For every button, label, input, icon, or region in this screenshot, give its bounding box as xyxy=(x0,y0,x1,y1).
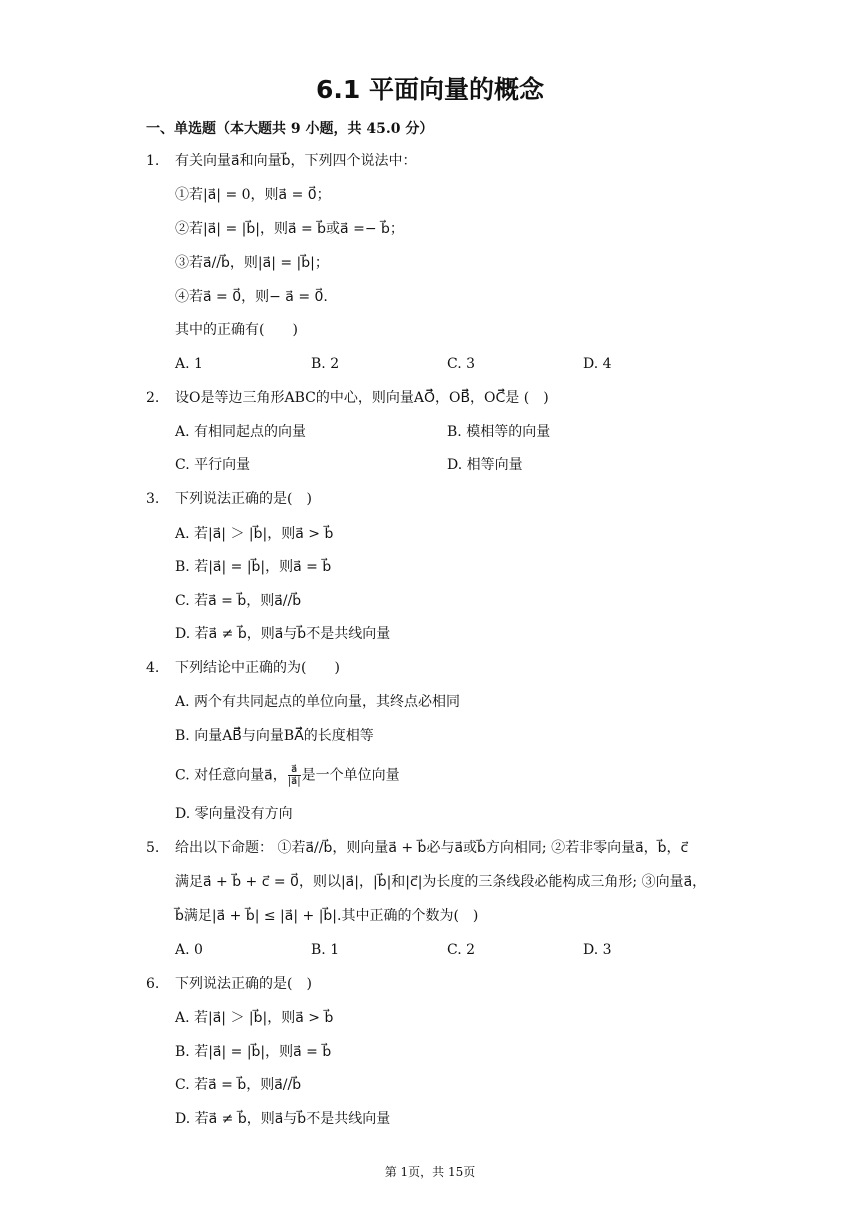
option-a: A. 若|a⃗| ＞ |b⃗|，则a⃗ > b⃗ xyxy=(175,1010,334,1026)
option-c-suffix: 是一个单位向量 xyxy=(301,767,400,784)
question-prompt: 其中的正确有( ) xyxy=(175,322,298,338)
option-d: D. 若a⃗ ≠ b⃗，则a⃗与b⃗不是共线向量 xyxy=(175,1111,391,1127)
question-number: 1. xyxy=(146,153,160,169)
question-text: 设O是等边三角形ABC的中心，则向量AO⃗⃗⃗⃗⃗，OB⃗⃗⃗⃗⃗，OC⃗⃗⃗⃗⃗是 ( ) xyxy=(175,390,549,406)
question-statement: ③若a⃗//b⃗，则|a⃗| = |b⃗|； xyxy=(175,255,329,271)
page-title: 6.1 平面向量的概念 xyxy=(316,75,544,104)
question-text: b⃗满足|a⃗ + b⃗| ≤ |a⃗| + |b⃗|.其中正确的个数为( ) xyxy=(175,908,479,924)
option-d: D. 零向量没有方向 xyxy=(175,806,293,822)
option-d: D. 4 xyxy=(583,356,612,372)
option-b: B. 1 xyxy=(311,942,340,958)
question-number: 3. xyxy=(146,491,160,507)
question-number: 6. xyxy=(146,976,160,992)
question-number: 4. xyxy=(146,660,160,676)
question-text: 下列结论中正确的为( ) xyxy=(175,660,340,676)
option-b: B. 2 xyxy=(311,356,340,372)
option-b: B. 模相等的向量 xyxy=(447,424,551,440)
option-b: B. 若|a⃗| = |b⃗|，则a⃗ = b⃗ xyxy=(175,1044,332,1060)
option-b: B. 若|a⃗| = |b⃗|，则a⃗ = b⃗ xyxy=(175,559,332,575)
question-text: 下列说法正确的是( ) xyxy=(175,976,312,992)
option-d: D. 3 xyxy=(583,942,612,958)
question-text: 满足a⃗ + b⃗ + c⃗ = 0⃗，则以|a⃗|，|b⃗|和|c⃗|为长度的三条线段必能构成三角形; ③向量a⃗， xyxy=(175,874,707,890)
option-b: B. 向量AB⃗⃗⃗⃗⃗与向量BA⃗⃗⃗⃗⃗的长度相等 xyxy=(175,728,374,744)
page-footer: 第 1页，共 15页 xyxy=(384,1165,476,1179)
question-statement: ①若|a⃗| = 0，则a⃗ = 0⃗； xyxy=(175,187,331,203)
question-statement: ④若a⃗ = 0⃗，则− a⃗ = 0⃗. xyxy=(175,289,328,305)
option-c-text: C. 对任意向量a⃗， xyxy=(175,767,287,784)
option-a: A. 1 xyxy=(175,356,203,372)
section-heading: 一、单选题（本大题共 9 小题，共 45.0 分） xyxy=(146,121,434,137)
option-c: C. 2 xyxy=(447,942,476,958)
question-text: 下列说法正确的是( ) xyxy=(175,491,312,507)
option-a: A. 若|a⃗| ＞ |b⃗|，则a⃗ > b⃗ xyxy=(175,526,334,542)
question-statement: ②若|a⃗| = |b⃗|，则a⃗ = b⃗或a⃗ =− b⃗； xyxy=(175,221,404,237)
option-a: A. 0 xyxy=(175,942,203,958)
option-c: C. 若a⃗ = b⃗，则a⃗//b⃗ xyxy=(175,593,302,609)
option-c xyxy=(175,764,400,787)
option-d: D. 相等向量 xyxy=(447,457,523,473)
question-text: 有关向量a⃗和向量b⃗，下列四个说法中： xyxy=(175,153,417,169)
question-text: 给出以下命题： ①若a⃗//b⃗，则向量a⃗ + b⃗必与a⃗或b⃗方向相同; ②若非零向量a⃗，b⃗，c⃗ xyxy=(175,840,689,856)
fraction-numerator: a⃗ xyxy=(288,764,301,776)
option-d: D. 若a⃗ ≠ b⃗，则a⃗与b⃗不是共线向量 xyxy=(175,626,391,642)
option-c: C. 3 xyxy=(447,356,476,372)
question-number: 2. xyxy=(146,390,160,406)
option-a: A. 有相同起点的向量 xyxy=(175,424,307,440)
fraction-denominator: |a⃗| xyxy=(287,776,301,787)
option-c: C. 若a⃗ = b⃗，则a⃗//b⃗ xyxy=(175,1077,302,1093)
option-c: C. 平行向量 xyxy=(175,457,251,473)
option-a: A. 两个有共同起点的单位向量，其终点必相同 xyxy=(175,694,461,710)
fraction xyxy=(288,764,301,787)
question-number: 5. xyxy=(146,840,160,856)
